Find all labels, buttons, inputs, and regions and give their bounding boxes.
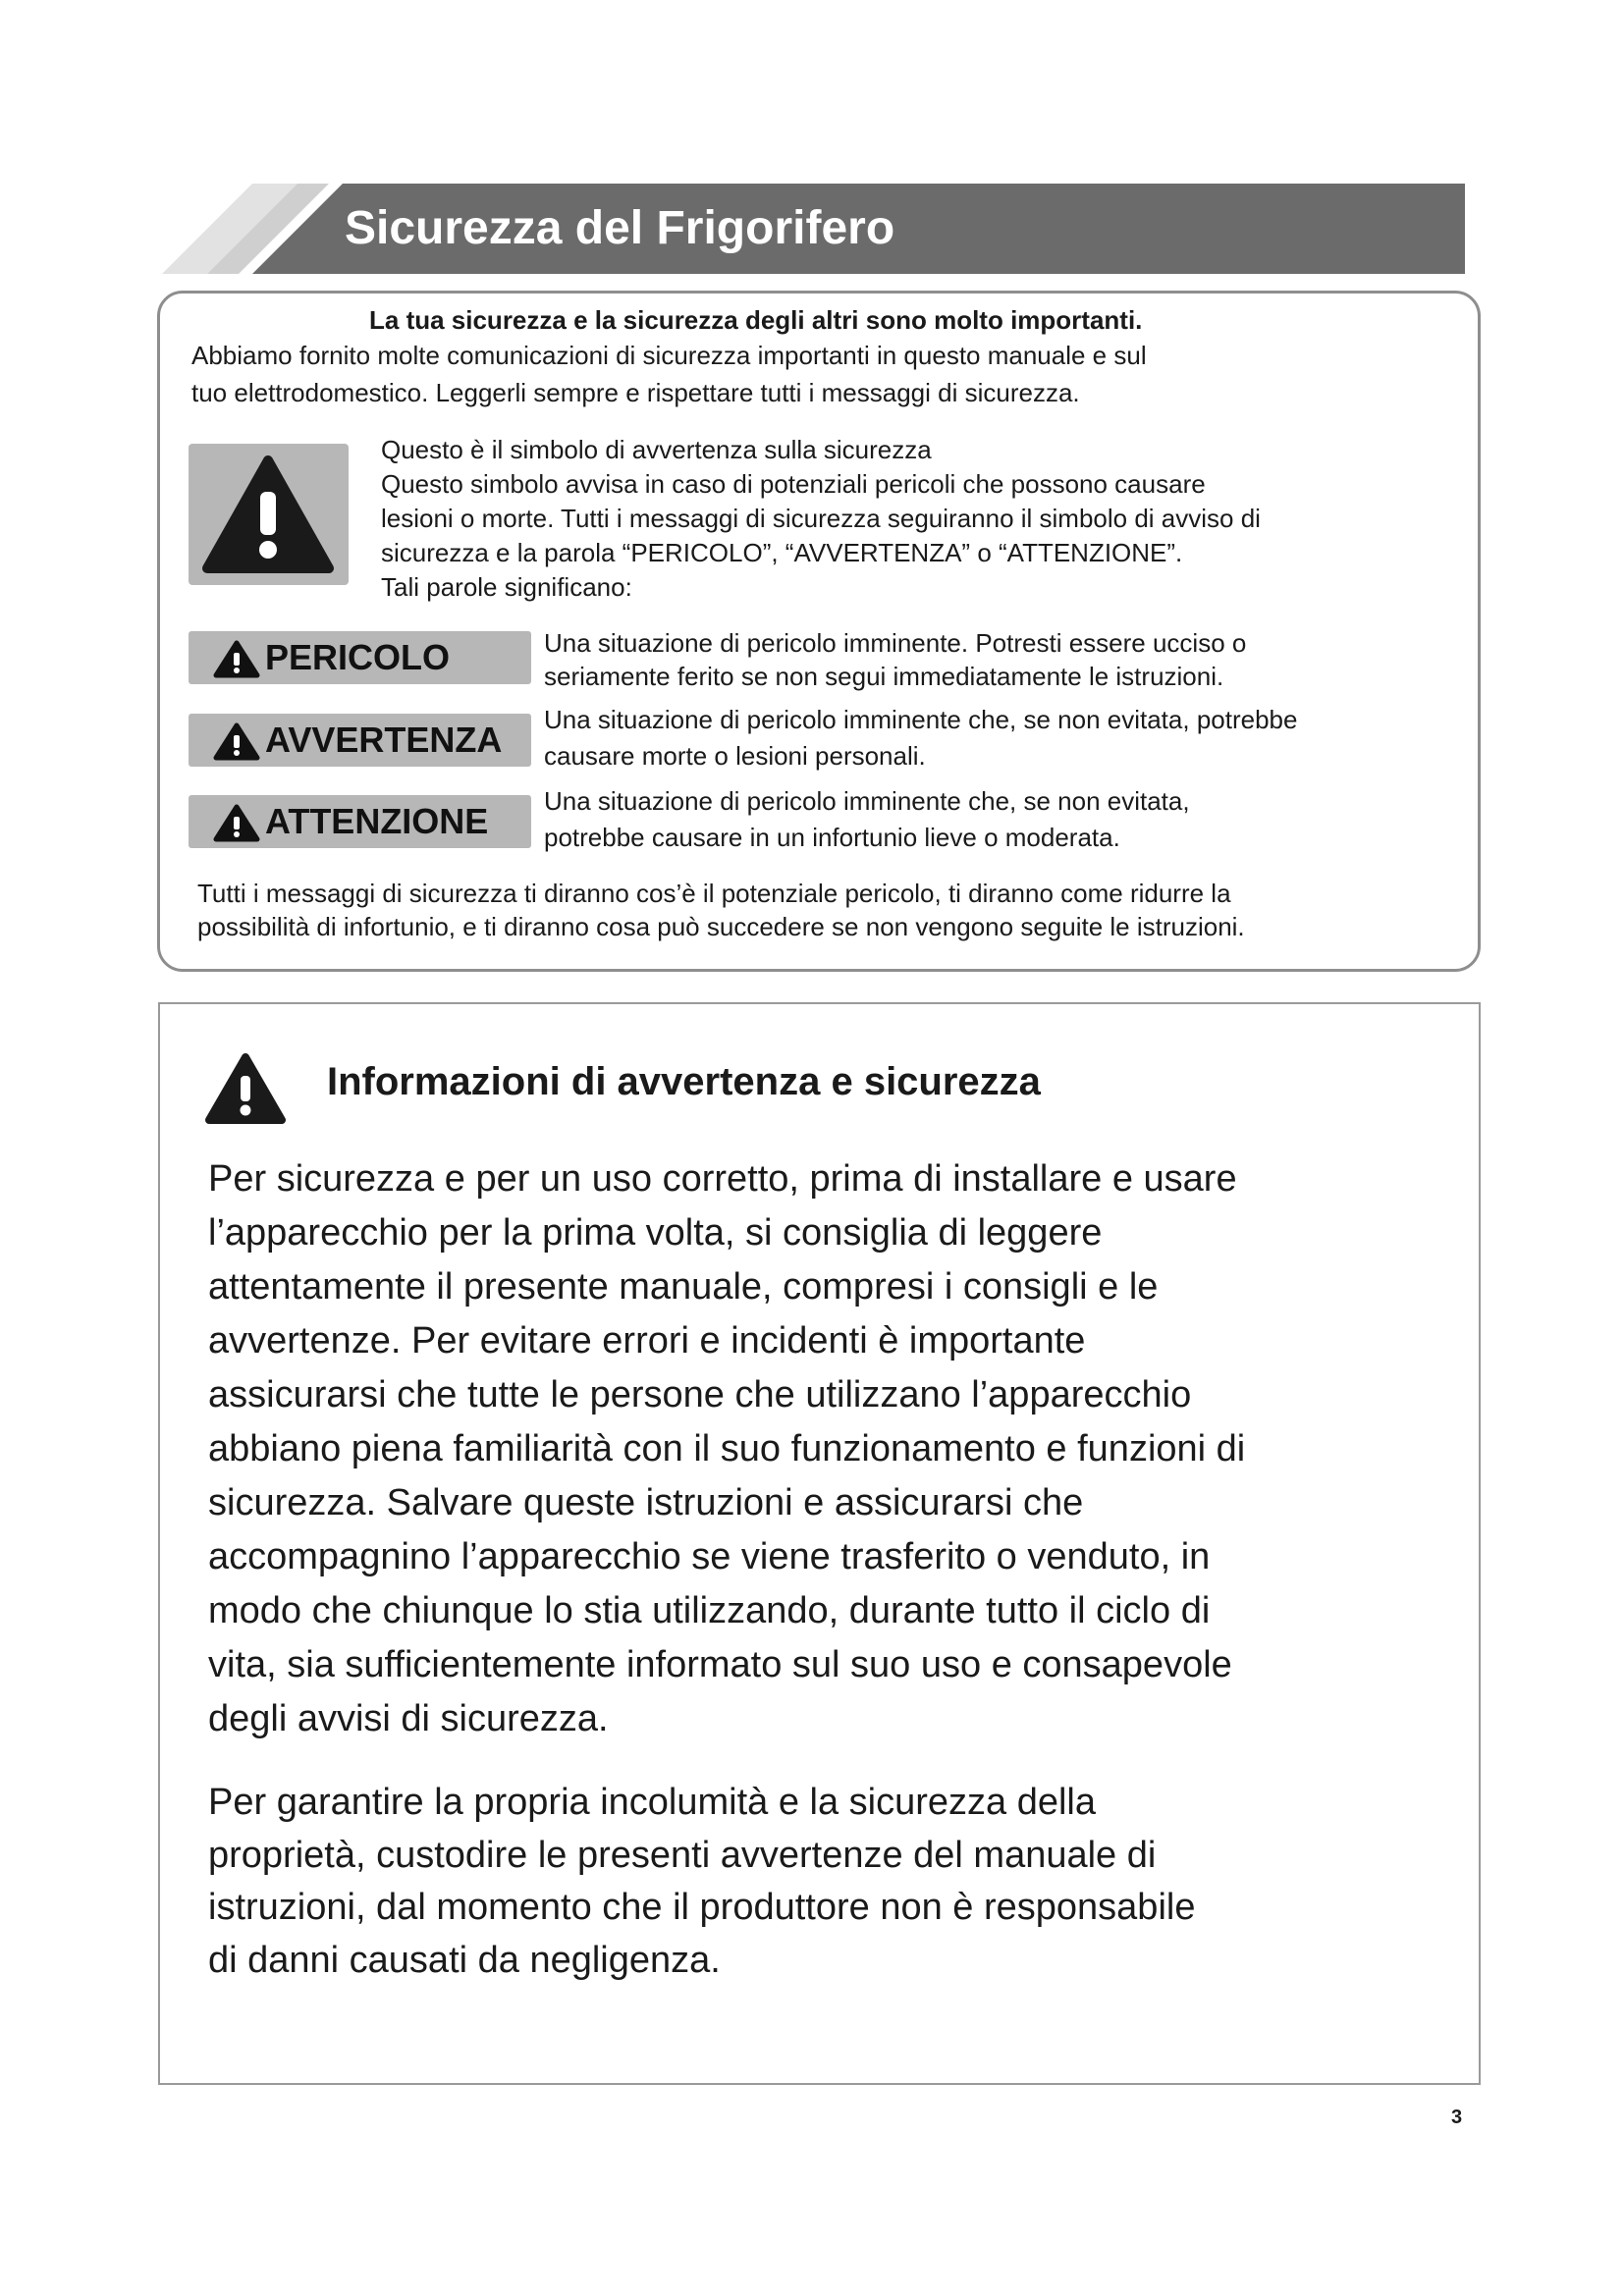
info-paragraph-line: sicurezza. Salvare queste istruzioni e assicurarsi che <box>208 1482 1084 1523</box>
warning-description: causare morte o lesioni personali. <box>544 741 926 771</box>
warning-triangle-icon <box>213 803 260 842</box>
intro-line: Abbiamo fornito molte comunicazioni di sicurezza importanti in questo manuale e sul <box>191 341 1147 370</box>
caution-description: potrebbe causare in un infortunio lieve o moderata. <box>544 823 1120 852</box>
page-title: Sicurezza del Frigorifero <box>345 202 895 254</box>
info-paragraph-line: degli avvisi di sicurezza. <box>208 1698 609 1739</box>
info-paragraph-line: l’apparecchio per la prima volta, si consiglia di leggere <box>208 1212 1103 1254</box>
warning-triangle-icon <box>213 721 260 761</box>
info-paragraph-line: abbiano piena familiarità con il suo funzionamento e funzioni di <box>208 1428 1246 1469</box>
symbol-text-line: Tali parole significano: <box>381 572 632 602</box>
info-paragraph-line: Per sicurezza e per un uso corretto, prima di installare e usare <box>208 1158 1237 1200</box>
danger-description: seriamente ferito se non segui immediatamente le istruzioni. <box>544 662 1224 691</box>
warning-tag <box>189 714 531 767</box>
footer-text-line: Tutti i messaggi di sicurezza ti diranno cos’è il potenziale pericolo, ti diranno come ridurre la <box>197 879 1231 908</box>
warning-description: Una situazione di pericolo imminente che, se non evitata, potrebbe <box>544 705 1298 734</box>
info-paragraph-line: assicurarsi che tutte le persone che utilizzano l’apparecchio <box>208 1374 1192 1415</box>
info-paragraph-line: attentamente il presente manuale, compresi i consigli e le <box>208 1266 1159 1308</box>
caution-tag <box>189 795 531 848</box>
intro-heading: La tua sicurezza e la sicurezza degli altri sono molto importanti. <box>369 305 1143 335</box>
info-paragraph-line: accompagnino l’apparecchio se viene trasferito o venduto, in <box>208 1536 1211 1577</box>
footer-text-line: possibilità di infortunio, e ti diranno cosa può succedere se non vengono seguite le istruzioni. <box>197 912 1245 941</box>
warning-label: AVVERTENZA <box>265 720 503 760</box>
info-paragraph-line: proprietà, custodire le presenti avvertenze del manuale di <box>208 1835 1157 1876</box>
info-warning-icon <box>205 1052 286 1130</box>
intro-line: tuo elettrodomestico. Leggerli sempre e rispettare tutti i messaggi di sicurezza. <box>191 378 1080 407</box>
info-title: Informazioni di avvertenza e sicurezza <box>327 1060 1041 1103</box>
info-paragraph-line: istruzioni, dal momento che il produttore non è responsabile <box>208 1887 1196 1928</box>
caution-description: Una situazione di pericolo imminente che, se non evitata, <box>544 786 1190 816</box>
symbol-text-line: Questo è il simbolo di avvertenza sulla sicurezza <box>381 435 932 464</box>
symbol-text-line: lesioni o morte. Tutti i messaggi di sicurezza seguiranno il simbolo di avviso di <box>381 504 1261 533</box>
danger-description: Una situazione di pericolo imminente. Potresti essere ucciso o <box>544 628 1247 658</box>
info-paragraph-line: Per garantire la propria incolumità e la sicurezza della <box>208 1782 1097 1823</box>
caution-label: ATTENZIONE <box>265 801 489 841</box>
info-paragraph-line: avvertenze. Per evitare errori e incidenti è importante <box>208 1320 1086 1362</box>
warning-triangle-icon <box>205 1052 286 1125</box>
page-number: 3 <box>1451 2107 1463 2128</box>
warning-triangle-icon <box>202 454 335 574</box>
symbol-text-line: sicurezza e la parola “PERICOLO”, “AVVERTENZA” o “ATTENZIONE”. <box>381 538 1183 567</box>
safety-symbol-panel <box>189 444 349 585</box>
symbol-text-line: Questo simbolo avvisa in caso di potenziali pericoli che possono causare <box>381 469 1206 499</box>
danger-tag <box>189 631 531 684</box>
warning-triangle-icon <box>213 639 260 678</box>
info-paragraph-line: modo che chiunque lo stia utilizzando, durante tutto il ciclo di <box>208 1590 1211 1631</box>
info-paragraph-line: vita, sia sufficientemente informato sul suo uso e consapevole <box>208 1644 1232 1685</box>
section-header <box>162 184 1465 274</box>
danger-label: PERICOLO <box>265 637 451 677</box>
info-paragraph-line: di danni causati da negligenza. <box>208 1940 721 1981</box>
